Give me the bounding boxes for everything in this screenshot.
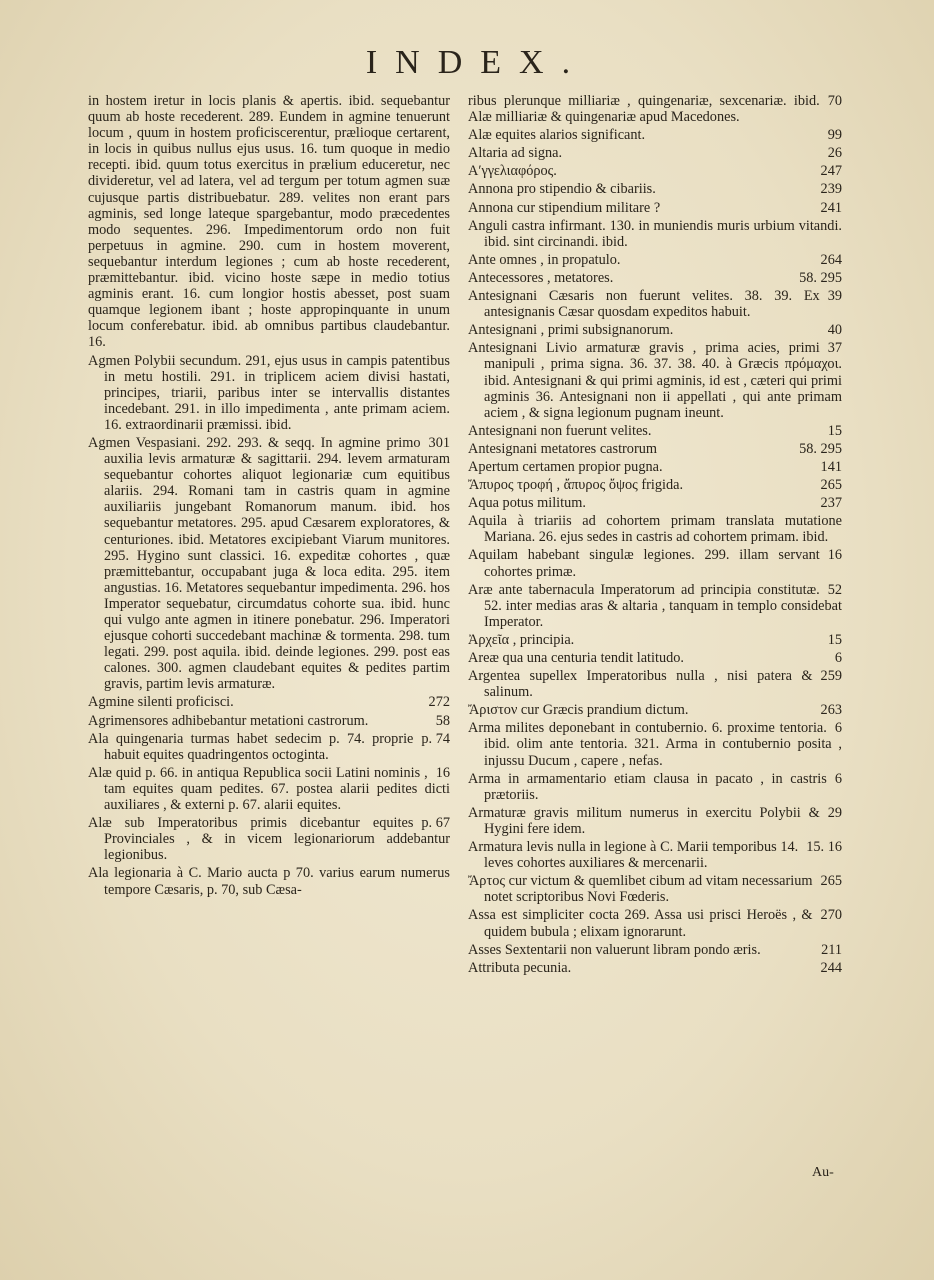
index-entry: [88, 93, 450, 351]
entry-text: Assa est simpliciter cocta 269. Assa usi prisci Heroës , & quidem bubula ; elixam ignorarunt.: [468, 907, 813, 940]
entry-text: Ἀρχεῖα , principia.: [468, 631, 575, 648]
page-reference: 29: [827, 804, 842, 821]
index-entry: [468, 668, 842, 700]
index-entry: [468, 459, 842, 475]
index-entry: [468, 907, 842, 939]
entry-text: Agmen Vespasiani. 292. 293. & seqq. In agmine primo auxilia levis armaturæ & sagittarii. 294. levem armaturam sequebantur cohortes aliquot legionariæ cum equitibus alariis. 294. Romani tam in castris quam in agmine auxiliariis jungebant Romanorum manum. ibid. hos sequebantur metatores. 295. apud Cæsarem exploratores, & centuriones. ibid. Metatores excipiebant Viarum munitores. 295. Hygino sunt classici. 16. expeditæ cohortes , quæ præmittebantur, occupabant juga & loca edita. 295. item angustias. 16. Metatores sequebantur impedimenta. 296. hos Imperator sequebatur, circumdatus cohorte sua. ibid. hunc qui vulgo ante agmen in itinere ponebatur. 296. Imperatori ejusque cohorti succedebant machinæ & tormenta. 298. tum legati. 299. post aquila. ibid. deinde legiones. 299. post eas calones. 300. agmen claudebant equites & pedites partim gravis, partim levis armaturæ.: [88, 434, 450, 693]
entry-text: ribus plerunque milliariæ , quingenariæ, sexcenariæ. ibid. Alæ milliariæ & quingenariæ apud Macedones.: [468, 93, 820, 126]
index-entry: [468, 720, 842, 768]
page-reference: 237: [820, 495, 842, 512]
entry-text: Altaria ad signa.: [468, 145, 563, 162]
index-entry: [468, 322, 842, 338]
entry-text: Arma in armamentario etiam clausa in pacato , in castris prætoriis.: [468, 770, 827, 803]
entry-text: Aræ ante tabernacula Imperatorum ad principia constitutæ. 52. inter medias aras & altaria , tanquam in templo considebat Imperator.: [468, 581, 842, 630]
entry-text: Agmine silenti proficisci.: [88, 694, 234, 711]
entry-text: Arma milites deponebant in contubernio. 6. proxime tentoria. ibid. olim ante tentoria. 321. Arma in contubernio posita , injussu Ducum , capere , nefas.: [468, 720, 842, 769]
entry-text: Ἄριστον cur Græcis prandium dictum.: [468, 702, 689, 719]
page-reference: 247: [820, 163, 842, 180]
index-entry: [88, 731, 450, 763]
index-entry: [468, 495, 842, 511]
page-reference: 6: [834, 650, 842, 666]
page-reference: 264: [820, 251, 842, 268]
page-reference: 39: [827, 288, 842, 305]
entry-text: Alæ equites alarios significant.: [468, 127, 646, 144]
page-reference: 26: [827, 145, 842, 162]
entry-text: Armatura levis nulla in legione à C. Marii temporibus 14. leves cohortes auxiliares & mercenarii.: [468, 839, 799, 872]
index-entry: [468, 163, 842, 179]
entry-text: Ala quingenaria turmas habet sedecim p. 74. proprie habuit equites quadringentos octoginta.: [88, 730, 414, 763]
entry-text: Aquilam habebant singulæ legiones. 299. illam servant cohortes primæ.: [468, 547, 820, 580]
entry-text: Ἄρτος cur victum & quemlibet cibum ad vitam necessarium notet scriptoribus Novi Fœderis.: [468, 873, 813, 906]
index-entry: [468, 340, 842, 420]
entry-text: Anguli castra infirmant. 130. in muniendis muris urbium vitandi. ibid. sint circinandi. ibid.: [468, 217, 842, 250]
index-entry: [88, 435, 450, 693]
index-entry: [468, 547, 842, 579]
entry-text: Agrimensores adhibebantur metationi castrorum.: [88, 712, 369, 729]
page-reference: 70: [827, 93, 842, 109]
entry-text: Ala legionaria à C. Mario aucta p 70. varius earum numerus tempore Cæsaris, p. 70, sub Cæsa-: [88, 865, 450, 898]
page-reference: 15: [827, 631, 842, 648]
index-entry: [468, 632, 842, 648]
page-reference: 99: [827, 127, 842, 144]
index-entry: [88, 353, 450, 433]
index-entry: [468, 441, 842, 457]
page-title: INDEX.: [365, 44, 589, 81]
page-reference: 58. 295: [799, 269, 842, 286]
page-reference: 16: [827, 547, 842, 564]
index-entry: [468, 771, 842, 803]
page-reference: 239: [820, 181, 842, 198]
entry-text: Alæ sub Imperatoribus primis dicebantur equites Provinciales , & in vicem legionariorum addebantur legionibus.: [88, 815, 450, 864]
page-reference: 270: [820, 907, 842, 924]
index-entry: [468, 252, 842, 268]
index-entry: [468, 288, 842, 320]
index-entry: [468, 650, 842, 666]
entry-text: Αʹγγελιαφόρος.: [468, 163, 557, 180]
entry-text: Agmen Polybii secundum. 291, ejus usus in campis patentibus in metu hostili. 291. in triplicem aciem divisi hastati, principes, triarii, paribus inter se intervallis distantes incedebant. 291. in illo impedimenta , ante primam aciem. 16. extraordinarii præmissi. ibid.: [88, 352, 450, 433]
page-reference: 52: [827, 581, 842, 598]
entry-text: Annona cur stipendium militare ?: [468, 199, 661, 216]
entry-text: Argentea supellex Imperatoribus nulla , nisi patera & salinum.: [468, 668, 813, 701]
entry-text: Alæ quid p. 66. in antiqua Republica socii Latini nominis , tam equites quam pedites. 67. postea alarii pedites dicti auxiliares , & externi p. 67. alarii equites.: [88, 764, 450, 814]
index-entry: [468, 960, 842, 976]
page-reference: 265: [820, 477, 842, 494]
page-reference: 15: [827, 422, 842, 439]
page-reference: 141: [820, 458, 842, 475]
index-entry: [468, 127, 842, 143]
index-entry: [468, 805, 842, 837]
page-reference: 58. 295: [799, 440, 842, 457]
entry-text: Antecessores , metatores.: [468, 269, 614, 286]
page-reference: 241: [820, 199, 842, 216]
index-entry: [468, 702, 842, 718]
page-reference: 37: [827, 340, 842, 357]
page-reference: 259: [820, 668, 842, 685]
page-reference: 6: [834, 720, 842, 737]
index-entry: [88, 694, 450, 710]
index-entry: [468, 145, 842, 161]
entry-text: Aquila à triariis ad cohortem primam translata mutatione Mariana. 26. ejus sedes in castris ad cohortem primam. ibid.: [468, 513, 842, 546]
page-reference: 6: [834, 770, 842, 787]
page-reference: 272: [428, 694, 450, 711]
page-reference: 265: [820, 873, 842, 890]
index-entry: [468, 423, 842, 439]
page-reference: 244: [820, 959, 842, 976]
entry-text: Ante omnes , in propatulo.: [468, 251, 621, 268]
entry-text: Annona pro stipendio & cibariis.: [468, 181, 656, 198]
entry-text: Aqua potus militum.: [468, 495, 586, 512]
index-entry: [468, 582, 842, 630]
right-column: [468, 93, 842, 978]
index-entry: [88, 713, 450, 729]
entry-text: Armaturæ gravis militum numerus in exercitu Polybii & Hygini fere idem.: [468, 804, 820, 837]
index-entry: [88, 815, 450, 863]
entry-text: Antesignani , primi subsignanorum.: [468, 322, 674, 339]
page-reference: 58: [435, 712, 450, 729]
index-entry: [468, 839, 842, 871]
index-entry: [88, 765, 450, 813]
index-entry: [468, 181, 842, 197]
page-reference: 301: [428, 434, 450, 451]
index-entry: [468, 200, 842, 216]
entry-text: Antesignani metatores castrorum: [468, 440, 657, 457]
left-column: [88, 93, 450, 900]
index-entry: [88, 865, 450, 897]
entry-text: Areæ qua una centuria tendit latitudo.: [468, 650, 684, 666]
entry-text: Antesignani non fuerunt velites.: [468, 422, 652, 439]
index-entry: [468, 513, 842, 545]
index-entry: [468, 218, 842, 250]
index-entry: [468, 477, 842, 493]
entry-text: Attributa pecunia.: [468, 959, 572, 976]
page-reference: 263: [820, 702, 842, 719]
index-entry: [468, 270, 842, 286]
page-reference: 16: [435, 764, 450, 781]
page-reference: p. 67: [421, 815, 450, 832]
index-entry: [468, 873, 842, 905]
page-reference: 15. 16: [806, 839, 842, 856]
entry-text: Apertum certamen propior pugna.: [468, 458, 663, 475]
entry-text: Ἄπυρος τροφή , ἄπυρος ὄψος frigida.: [468, 477, 684, 494]
entry-text: Antesignani Cæsaris non fuerunt velites. 38. 39. Ex antesignanis Cæsar quosdam expeditos habuit.: [468, 288, 820, 321]
entry-text: in hostem iretur in locis planis & apertis. ibid. sequebantur quum ab hoste recederent. 289. Eundem in agmine tenuerunt locum , quum in hostem proficiscerentur, prælioque certarent, in locis in quibus nullus ejus usus. 16. tum quoque in medio recepti. ibid. quum totus exercitus in prælium educeretur, nec divideretur, vel ad latera, vel ad tergum per totum agmen suæ cujusque partis distribuebatur. 289. velites non erant pars agminis, sed longe lateque spargebantur, modo præcedentes modo sequentes. 296. Impedimentorum ordo non fuit perpetuus in agmine. 290. cum in hostem moverent, sequebantur interdum legiones ; cum ab hoste recederent, præmittebantur. ibid. vicino hoste sæpe in medio totius agminis erant. 16. cum longior hostis abesset, post suam quamque legionem ibant ; hoste appropinquante in unum locum conferebatur. ibid. ab omnibus partibus claudebantur. 16.: [88, 93, 450, 351]
entry-text: Antesignani Livio armaturæ gravis , prima acies, primi manipuli , prima signa. 36. 37. 38. 40. à Græcis πρόμαχοι. ibid. Antesignani & qui primi agminis, id est , cæteri qui primi agminis 36. Antesignani non ii appellati , qui ante primam aciem , & signa legionum pugnam ineunt.: [468, 340, 842, 421]
page-reference: 211: [821, 941, 842, 958]
catchword: Au-: [812, 1165, 834, 1180]
page-reference: p. 74: [421, 730, 450, 747]
index-entry: [468, 93, 842, 125]
entry-text: Asses Sextentarii non valuerunt libram pondo æris.: [468, 941, 761, 958]
page-reference: 40: [827, 322, 842, 339]
index-entry: [468, 942, 842, 958]
